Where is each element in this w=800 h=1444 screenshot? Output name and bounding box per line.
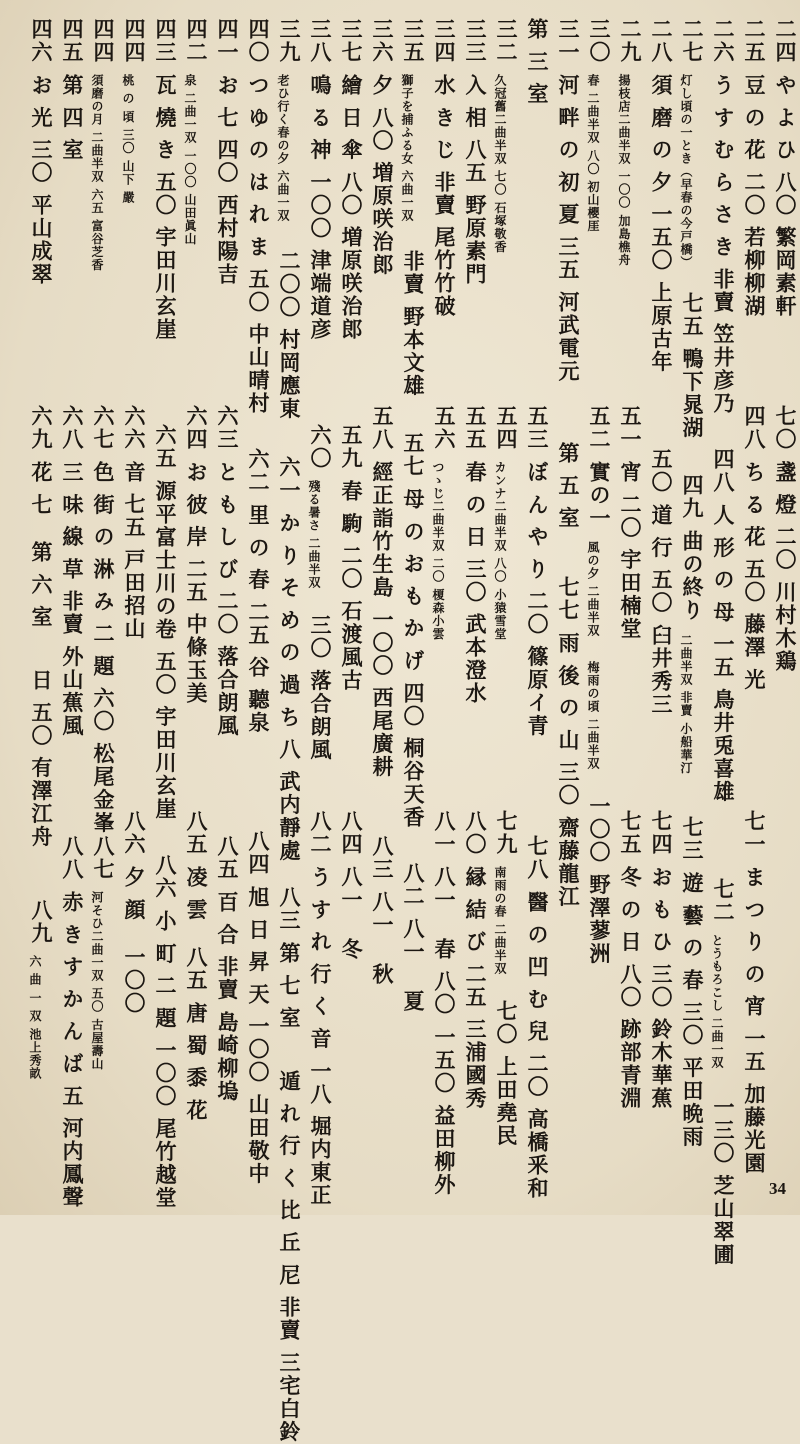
entry-number: 五二 bbox=[587, 405, 612, 451]
entry-number: 五四 bbox=[494, 405, 519, 451]
entry-number: 六一 bbox=[277, 456, 302, 502]
entry-text: 醫 の 凹 む 兒 二〇 高橋釆和 bbox=[525, 891, 550, 1200]
entry-text: お も ひ 三〇 鈴木華蕉 bbox=[649, 866, 674, 1111]
entry-number: 六六 bbox=[122, 405, 147, 451]
entry-text: 一三〇 芝山翠圃 bbox=[711, 1096, 736, 1267]
entry-number: 八三 八一 bbox=[370, 835, 395, 937]
entry-number: 五三 bbox=[525, 405, 550, 451]
entry-text: 夏 bbox=[401, 990, 426, 1013]
entry-text: 瓦 燒 き 五〇 宇田川玄崖 bbox=[153, 74, 178, 342]
entry-number: 二四 bbox=[773, 18, 798, 64]
entry-text: 鳴 る 神 一〇〇 津端道彦 bbox=[308, 74, 333, 342]
entry-text: 經正詣竹生島 一〇〇 西尾廣耕 bbox=[370, 461, 395, 779]
entry-text: 春 二曲半双 八〇 初山櫻厓 bbox=[586, 74, 600, 233]
catalog-column bbox=[90, 10, 116, 1180]
entry-text: 七〇 上田堯民 bbox=[494, 1000, 519, 1148]
entry-number: 四六 bbox=[29, 18, 54, 64]
entry-text: ま つ り の 宵 一五 加藤光園 bbox=[742, 866, 767, 1175]
entry-number: 六七 bbox=[91, 405, 116, 451]
entry-number: 一〇〇 bbox=[122, 946, 147, 1015]
entry-number: 五五 bbox=[463, 405, 488, 451]
entry-text: つ ゆ の は れ ま 五〇 中山晴村 bbox=[246, 74, 271, 416]
entry-text: 旭 日 昇 天 一〇〇 山田敬中 bbox=[246, 886, 271, 1186]
page-number: 34 bbox=[769, 1179, 786, 1198]
entry-number: 三四 bbox=[432, 18, 457, 64]
entry-number: 七四 bbox=[649, 810, 674, 856]
entry-number: 八五 bbox=[184, 946, 209, 992]
entry-text: 遊 藝 の 春 三〇 平田晩雨 bbox=[680, 872, 705, 1149]
entry-text: 夕 八〇 増原咲治郎 bbox=[370, 74, 395, 277]
entry-text: 水 き じ 非賣 尾竹竹破 bbox=[432, 74, 457, 319]
entry-number: 八九 bbox=[29, 899, 54, 945]
entry-number: 六三 bbox=[215, 405, 240, 451]
catalog-column bbox=[59, 10, 85, 1210]
entry-text: 縁 結 び 二五 三浦國秀 bbox=[463, 866, 488, 1111]
entry-text: 第 五 室 bbox=[556, 442, 581, 530]
entry-text: 梅雨の頃 二曲半双 bbox=[586, 661, 600, 771]
entry-number: 二七 bbox=[680, 18, 705, 64]
entry-text: 音 bbox=[122, 461, 147, 484]
entry-text: カンナ二曲半双 八〇 小猿雪堂 bbox=[493, 461, 507, 641]
entry-number: 八二 八一 bbox=[401, 862, 426, 964]
entry-text: 久冠舊二曲半双 七〇 石塚敬香 bbox=[493, 74, 507, 254]
entry-number: 三六 bbox=[370, 18, 395, 64]
entry-number: 六八 bbox=[60, 405, 85, 451]
entry-text: か り そ め の 過 ち 八 武内靜處 bbox=[277, 512, 302, 863]
entry-text: 一五〇 益田柳外 bbox=[432, 1026, 457, 1197]
catalog-column bbox=[307, 10, 333, 1208]
entry-text: 夕 顔 bbox=[122, 866, 147, 922]
entry-number: 六四 bbox=[184, 405, 209, 451]
entry-text: 風の夕 二曲半双 bbox=[586, 541, 600, 638]
entry-text: 豆 の 花 二〇 若柳柳湖 bbox=[742, 74, 767, 319]
entry-number: 四八 bbox=[742, 405, 767, 451]
entry-text: 遁 れ 行 く 比 丘 尼 非賣 三宅白鈴 bbox=[277, 1070, 302, 1444]
entry-text: う す れ 行 く 音 一八 堀内東正 bbox=[308, 866, 333, 1208]
entry-number: 八〇 bbox=[432, 970, 457, 1016]
catalog-column bbox=[369, 10, 395, 1180]
entry-number: 八五 bbox=[184, 810, 209, 856]
entry-number: 三一 bbox=[556, 18, 581, 64]
entry-number: 八五 bbox=[215, 835, 240, 881]
entry-text: 宵 二〇 宇田楠堂 bbox=[618, 461, 643, 641]
entry-text: 日 五〇 有澤江舟 bbox=[29, 669, 54, 849]
entry-text: 源平富士川の卷 五〇 宇田川玄崖 bbox=[153, 480, 178, 821]
entry-text: 赤 き す か ん ば 五 河内鳳聲 bbox=[60, 891, 85, 1210]
entry-number: 四四 bbox=[91, 18, 116, 64]
catalog-column bbox=[710, 10, 736, 1267]
catalog-column bbox=[183, 10, 209, 1180]
entry-text: 河そひ二曲一双 五〇 古屋壽山 bbox=[90, 891, 104, 1071]
entry-text: 春 の 日 三〇 武本澄水 bbox=[463, 461, 488, 706]
entry-text: 繪 日 傘 八〇 増原咲治郎 bbox=[339, 74, 364, 342]
entry-number: 六二 bbox=[246, 448, 271, 494]
entry-text: お 光 三〇 平山成翠 bbox=[29, 74, 54, 286]
catalog-column bbox=[214, 10, 240, 1180]
entry-number: 六〇 bbox=[308, 424, 333, 470]
entry-number: 二九 bbox=[618, 18, 643, 64]
entry-text: 唐 蜀 黍 花 bbox=[184, 1002, 209, 1122]
entry-text: 小 町 二 題 一〇〇 尾竹越堂 bbox=[153, 910, 178, 1210]
entry-number: 四一 bbox=[215, 18, 240, 64]
entry-number: 八七 bbox=[91, 835, 116, 881]
catalog-column bbox=[772, 10, 798, 1180]
catalog-column bbox=[679, 10, 705, 1180]
entry-text: 非賣 野本文雄 bbox=[401, 250, 426, 398]
entry-number: 二六 bbox=[711, 18, 736, 64]
entry-text: 第 三 室 bbox=[525, 18, 550, 106]
entry-text: 三〇 落合朗風 bbox=[308, 614, 333, 762]
entry-number: 三二 bbox=[494, 18, 519, 64]
catalog-column bbox=[245, 10, 271, 1186]
entry-text: 二〇〇 村岡應東 bbox=[277, 250, 302, 421]
entry-text: お 七 四〇 西村陽吉 bbox=[215, 74, 240, 286]
entry-number: 八二 bbox=[308, 810, 333, 856]
entry-number: 六九 bbox=[29, 405, 54, 451]
entry-number: 八一 八一 bbox=[432, 810, 457, 912]
entry-number: 四九 bbox=[680, 474, 705, 520]
entry-number: 七五 bbox=[618, 810, 643, 856]
entry-number: 三三 bbox=[463, 18, 488, 64]
entry-number: 八八 bbox=[60, 835, 85, 881]
entry-text: 六 曲 一 双 池上秀畝 bbox=[28, 955, 42, 1080]
entry-text: 百 合 非賣 島崎柳塢 bbox=[215, 891, 240, 1103]
entry-text: 桃 の 頃 三〇 山下 嚴 bbox=[121, 74, 135, 204]
entry-number: 八〇 bbox=[463, 810, 488, 856]
entry-number: 四三 bbox=[153, 18, 178, 64]
entry-text: 殘る暑さ 二曲半双 bbox=[307, 480, 321, 590]
entry-text: 色 街 の 淋 み 二 題 六〇 松尾金峯 bbox=[91, 461, 116, 835]
entry-number: 四五 bbox=[60, 18, 85, 64]
entry-number: 七九 bbox=[494, 810, 519, 856]
entry-number: 三〇 bbox=[587, 18, 612, 64]
entry-number: 五六 bbox=[432, 405, 457, 451]
entry-text: 第 四 室 bbox=[60, 74, 85, 162]
catalog-column bbox=[276, 10, 302, 1444]
entry-text: 人 形 の 母 一五 鳥井兎喜雄 bbox=[711, 504, 736, 804]
catalog-column bbox=[431, 10, 457, 1197]
entry-text: 花 七 bbox=[29, 461, 54, 517]
entry-text: ぼ ん や り 二〇 篠原イ青 bbox=[525, 461, 550, 738]
entry-number: 七〇 bbox=[773, 405, 798, 451]
catalog-column bbox=[121, 10, 147, 1180]
catalog-column bbox=[338, 10, 364, 1180]
entry-number: 八六 bbox=[122, 810, 147, 856]
entry-text: とうもろこし 二曲一双 bbox=[710, 934, 724, 1070]
catalog-column bbox=[462, 10, 488, 1180]
catalog-column bbox=[400, 10, 426, 1180]
entry-number: 五八 bbox=[370, 405, 395, 451]
entry-text: 七五 鴨下晁湖 bbox=[680, 292, 705, 440]
entry-text: 第 六 室 bbox=[29, 541, 54, 629]
entry-text: 泉 二曲一双 一〇〇 山田眞山 bbox=[183, 74, 197, 246]
entry-text: 盞 燈 二〇 川村木鶏 bbox=[773, 461, 798, 673]
entry-text: う す む ら さ き 非賣 笠井彦乃 bbox=[711, 74, 736, 416]
entry-text: 冬 の 日 八〇 跡部青淵 bbox=[618, 866, 643, 1111]
entry-text: 老ひ行く春の夕 六曲一双 bbox=[276, 74, 290, 223]
entry-number: 八六 bbox=[153, 854, 178, 900]
entry-number: 八三 bbox=[277, 886, 302, 932]
entry-text: 道 行 五〇 臼井秀三 bbox=[649, 504, 674, 716]
entry-text: 南雨の春 二曲半双 bbox=[493, 866, 507, 976]
catalog-column bbox=[648, 10, 674, 1180]
entry-number: 三七 bbox=[339, 18, 364, 64]
entry-text: 河 畔 の 初 夏 三五 河武電元 bbox=[556, 74, 581, 383]
entry-number: 三八 bbox=[308, 18, 333, 64]
entry-text: 灯し頃の一とき（早春の今戸橋） bbox=[679, 74, 693, 269]
entry-number: 七一 bbox=[742, 810, 767, 856]
catalog-column bbox=[493, 10, 519, 1180]
catalog-column bbox=[152, 10, 178, 1210]
entry-text: 獅子を捕ふる女 六曲一双 bbox=[400, 74, 414, 223]
entry-number: 六五 bbox=[153, 424, 178, 470]
entry-text: 揚枝店二曲半双 一〇〇 加島樵舟 bbox=[617, 74, 631, 267]
entry-text: 一〇〇 野澤蓼洲 bbox=[587, 795, 612, 966]
catalog-column bbox=[586, 10, 612, 1180]
entry-text: つゝじ二曲半双 二〇 榎森小雲 bbox=[431, 461, 445, 641]
entry-number: 二五 bbox=[742, 18, 767, 64]
entry-number: 五七 bbox=[401, 432, 426, 478]
entry-number: 五〇 bbox=[649, 448, 674, 494]
entry-number: 四〇 bbox=[246, 18, 271, 64]
entry-text: ち る 花 五〇 藤澤 光 bbox=[742, 461, 767, 692]
entry-text: と も し び 二〇 落合朗風 bbox=[215, 461, 240, 738]
entry-text: 須 磨 の 夕 一五〇 上原古年 bbox=[649, 74, 674, 374]
entry-number: 七三 bbox=[680, 816, 705, 862]
entry-text: 須磨の月 二曲半双 六五 富谷芝香 bbox=[90, 74, 104, 272]
entry-text: や よ ひ 八〇 繁岡素軒 bbox=[773, 74, 798, 319]
catalog-column bbox=[28, 10, 54, 1180]
entry-number: 八四 八一 bbox=[339, 810, 364, 912]
entry-text: 春 駒 二〇 石渡風古 bbox=[339, 480, 364, 692]
entry-number: 四四 bbox=[122, 18, 147, 64]
entry-text: 春 bbox=[432, 938, 457, 961]
entry-text: お 彼 岸 二五 中條玉美 bbox=[184, 461, 209, 706]
catalog-column bbox=[617, 10, 643, 1180]
entry-text: 里 の 春 二五 谷 聽泉 bbox=[246, 504, 271, 735]
entry-text: 七五 戸田招山 bbox=[122, 493, 147, 641]
entry-number: 七二 bbox=[711, 878, 736, 924]
entry-number: 八四 bbox=[246, 830, 271, 876]
entry-text: 三 味 線 草 非賣 外山蕉風 bbox=[60, 461, 85, 738]
entry-text: 凌 雲 bbox=[184, 866, 209, 922]
entry-number: 三五 bbox=[401, 18, 426, 64]
entry-text: 實の一 bbox=[587, 461, 612, 530]
entry-number: 七七 bbox=[556, 576, 581, 622]
entry-number: 三九 bbox=[277, 18, 302, 64]
entry-number: 四八 bbox=[711, 448, 736, 494]
entry-number: 五一 bbox=[618, 405, 643, 451]
entry-text: 第 七 室 bbox=[277, 942, 302, 1030]
entry-number: 五九 bbox=[339, 424, 364, 470]
entry-text: 冬 bbox=[339, 938, 364, 961]
catalog-column bbox=[555, 10, 581, 1180]
entry-text: 母 の お も か げ 四〇 桐谷天香 bbox=[401, 488, 426, 830]
entry-text: 二曲半双 非賣 小船華汀 bbox=[679, 634, 693, 775]
entry-text: 入 相 八五 野原素門 bbox=[463, 74, 488, 286]
entry-number: 二八 bbox=[649, 18, 674, 64]
catalog-column bbox=[524, 10, 550, 1200]
entry-text: 曲の終り bbox=[680, 530, 705, 622]
entry-number: 四二 bbox=[184, 18, 209, 64]
entry-number: 七八 bbox=[525, 835, 550, 881]
entry-text: 秋 bbox=[370, 963, 395, 986]
catalog-column bbox=[741, 10, 767, 1180]
entry-text: 雨 後 の 山 三〇 齋藤龍江 bbox=[556, 632, 581, 909]
